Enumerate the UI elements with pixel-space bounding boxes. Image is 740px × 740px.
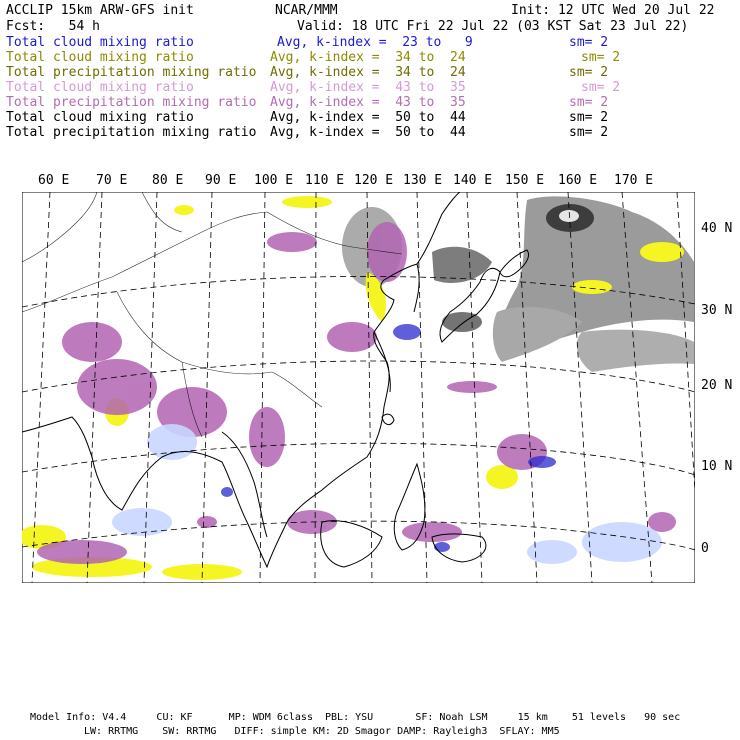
legend-avg: Avg, k-index = 43 to 35 xyxy=(270,95,466,110)
lon-label: 130 E xyxy=(403,173,443,188)
lon-label: 80 E xyxy=(152,173,184,188)
legend-field: Total precipitation mixing ratio xyxy=(6,95,257,110)
lat-label: 30 N xyxy=(701,303,733,318)
legend-avg: Avg, k-index = 43 to 35 xyxy=(270,80,466,95)
legend-smoothing: sm= 2 xyxy=(569,125,609,140)
legend-smoothing: sm= 2 xyxy=(569,110,609,125)
legend-avg: Avg, k-index = 34 to 24 xyxy=(270,65,466,80)
lat-label: 40 N xyxy=(701,221,733,236)
organization: NCAR/MMM xyxy=(275,3,338,18)
lat-label: 0 xyxy=(701,541,709,556)
forecast-hour: Fcst: 54 h xyxy=(6,19,100,34)
lon-label: 90 E xyxy=(205,173,237,188)
legend-field: Total cloud mixing ratio xyxy=(6,110,194,125)
lon-label: 120 E xyxy=(354,173,394,188)
init-time: Init: 12 UTC Wed 20 Jul 22 xyxy=(511,3,715,18)
legend-field: Total precipitation mixing ratio xyxy=(6,125,257,140)
legend-field: Total cloud mixing ratio xyxy=(6,80,194,95)
legend-avg: Avg, k-index = 50 to 44 xyxy=(270,110,466,125)
lon-label: 60 E xyxy=(38,173,70,188)
lat-label: 10 N xyxy=(701,459,733,474)
lon-label: 140 E xyxy=(453,173,493,188)
legend-smoothing: sm= 2 xyxy=(581,80,621,95)
lon-label: 160 E xyxy=(558,173,598,188)
legend-field: Total cloud mixing ratio xyxy=(6,50,194,65)
valid-time: Valid: 18 UTC Fri 22 Jul 22 (03 KST Sat 23 Jul 22) xyxy=(297,19,689,34)
model-title: ACCLIP 15km ARW-GFS init xyxy=(6,3,194,18)
lon-label: 100 E xyxy=(254,173,294,188)
legend-smoothing: sm= 2 xyxy=(569,65,609,80)
forecast-map xyxy=(22,192,695,583)
lat-label: 20 N xyxy=(701,378,733,393)
physics-info: LW: RRTMG SW: RRTMG DIFF: simple KM: 2D Smagor DAMP: Rayleigh3 SFLAY: MM5 xyxy=(84,726,560,737)
model-info: Model Info: V4.4 CU: KF MP: WDM 6class PBL: YSU SF: Noah LSM 15 km 51 levels 90 sec xyxy=(30,712,681,723)
lon-label: 170 E xyxy=(614,173,654,188)
legend-field: Total precipitation mixing ratio xyxy=(6,65,257,80)
lon-label: 70 E xyxy=(96,173,128,188)
legend-avg: Avg, k-index = 34 to 24 xyxy=(270,50,466,65)
legend-smoothing: sm= 2 xyxy=(569,35,609,50)
lon-label: 110 E xyxy=(305,173,345,188)
legend-avg: Avg, k-index = 23 to 9 xyxy=(277,35,473,50)
lon-label: 150 E xyxy=(505,173,545,188)
legend-field: Total cloud mixing ratio xyxy=(6,35,194,50)
legend-smoothing: sm= 2 xyxy=(581,50,621,65)
legend-smoothing: sm= 2 xyxy=(569,95,609,110)
legend-avg: Avg, k-index = 50 to 44 xyxy=(270,125,466,140)
